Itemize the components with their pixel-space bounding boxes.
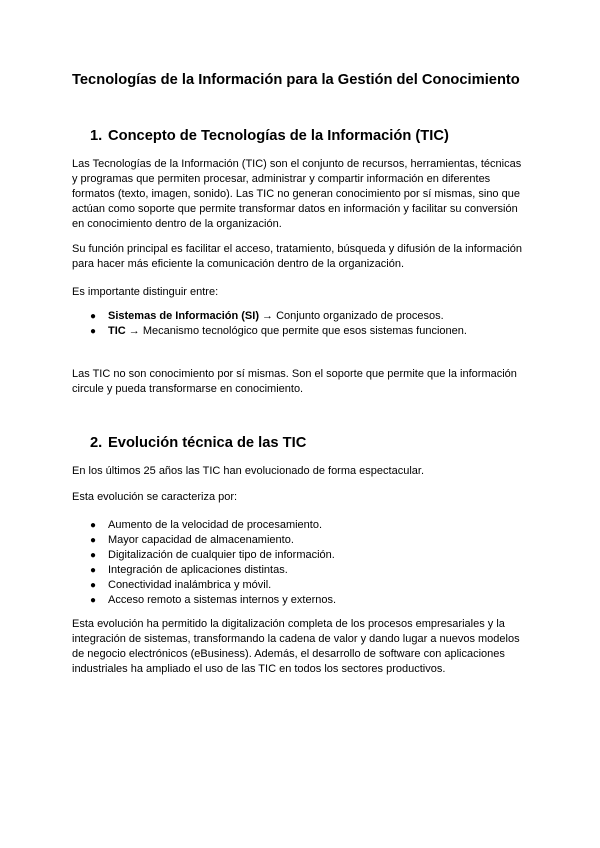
bullet-icon: ● [90,326,97,337]
list-item-description: → Mecanismo tecnológico que permite que esos sistemas funcionen. [125,325,467,337]
text-line: para hacer más eficiente la comunicación dentro de la organización. [72,258,405,270]
text-line: formatos (texto, imagen, sonido). Las TIC no generan conocimiento por sí mismas, sino que [72,188,520,200]
list-item-term: TIC [108,325,126,337]
list-item-text: Acceso remoto a sistemas internos y externos. [108,594,337,606]
text-line: Las Tecnologías de la Información (TIC) son el conjunto de recursos, herramientas, técnicas [72,158,522,170]
section-2-closing [72,617,532,677]
list-item [72,518,532,533]
list-item [72,563,532,578]
text-line: de negocio electrónicos (eBusiness). Además, el desarrollo de software con aplicaciones [72,648,505,660]
list-item-text [108,324,467,339]
bullet-icon: ● [90,565,97,576]
list-item-text: Integración de aplicaciones distintas. [108,564,288,576]
text-line: actúan como soporte que permite transformar datos en información y facilitar su conversión [72,203,518,215]
bullet-icon: ● [90,595,97,606]
section-1-paragraph-2 [72,242,532,272]
list-item-text: Aumento de la velocidad de procesamiento. [108,519,323,531]
text-line: en conocimiento dentro de la organización. [72,218,282,230]
list-item-text: Conectividad inalámbrica y móvil. [108,579,272,591]
list-item [72,309,532,324]
section-2-bullet-list [72,518,532,608]
text-line: Las TIC no son conocimiento por sí mismas. Son el soporte que permite que la información [72,368,517,380]
bullet-icon: ● [90,535,97,546]
bullet-icon: ● [90,580,97,591]
section-2-title: Evolución técnica de las TIC [108,435,307,451]
text-line: integración de sistemas, transformando la cadena de valor y dando lugar a nuevos modelos [72,633,520,645]
section-1-bullet-list [72,309,532,339]
text-line: circule y pueda transformarse en conocimiento. [72,383,304,395]
text-line: industriales ha ampliado el uso de las TIC en todos los sectores productivos. [72,663,446,675]
section-2-paragraph-1: En los últimos 25 años las TIC han evolucionado de forma espectacular. [72,465,424,477]
text-line: Su función principal es facilitar el acceso, tratamiento, búsqueda y difusión de la información [72,243,523,255]
bullet-icon: ● [90,311,97,322]
list-item-text [108,309,444,324]
list-item [72,533,532,548]
section-1-closing [72,367,532,397]
list-item [72,593,532,608]
text-line: y programas que permiten procesar, administrar y compartir información en diferentes [72,173,491,185]
list-item [72,578,532,593]
document-title: Tecnologías de la Información para la Gestión del Conocimiento [72,72,520,88]
list-item-text: Digitalización de cualquier tipo de información. [108,549,335,561]
section-1-paragraph-1 [72,157,532,232]
section-2-number: 2. [90,435,103,451]
list-item-text: Mayor capacidad de almacenamiento. [108,534,294,546]
section-1-number: 1. [90,128,103,144]
section-2-paragraph-2: Esta evolución se caracteriza por: [72,491,238,503]
list-item-term: Sistemas de Información (SI) [108,310,259,322]
list-item [72,324,532,339]
section-1-title: Concepto de Tecnologías de la Información (TIC) [108,128,449,144]
text-line: Esta evolución ha permitido la digitalización completa de los procesos empresariales y la [72,618,505,630]
bullet-icon: ● [90,550,97,561]
list-item [72,548,532,563]
section-1-list-intro: Es importante distinguir entre: [72,286,219,298]
list-item-description: → Conjunto organizado de procesos. [258,310,444,322]
bullet-icon: ● [90,520,97,531]
